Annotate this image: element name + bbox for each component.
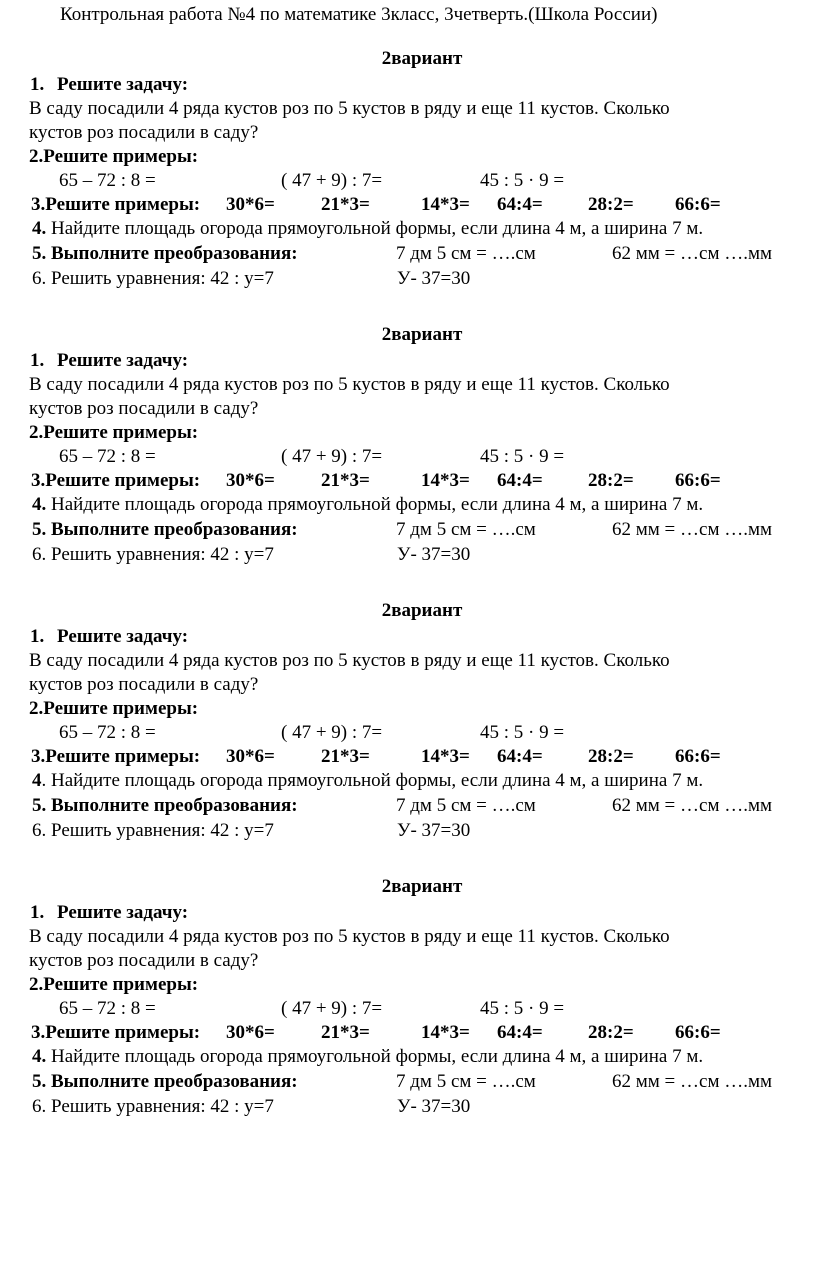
task-number: 4. [32, 494, 47, 515]
example: 64:4= [497, 746, 543, 767]
variant-heading: 2вариант [381, 876, 463, 897]
task-1-text-line: В саду посадили 4 ряда кустов роз по 5 кустов в ряду и еще 11 кустов. Сколько [29, 98, 670, 119]
example: 66:6= [675, 194, 721, 215]
task-2-heading: 2.Решите примеры: [29, 146, 199, 167]
task-1-text-line: В саду посадили 4 ряда кустов роз по 5 кустов в ряду и еще 11 кустов. Сколько [29, 926, 670, 947]
task-6-text: 6. Решить уравнения: 42 : у=7 [32, 268, 274, 289]
task-2-heading: 2.Решите примеры: [29, 422, 199, 443]
example: 45 : 5 · 9 = [480, 446, 565, 467]
task-1-heading [30, 349, 188, 373]
example: 65 – 72 : 8 = [59, 446, 156, 467]
example: 30*6= [226, 194, 275, 215]
task-text: . Найдите площадь огорода прямоугольной формы, если длина 4 м, а ширина 7 м. [41, 770, 704, 791]
example: 66:6= [675, 1022, 721, 1043]
task-6-text: 6. Решить уравнения: 42 : у=7 [32, 1096, 274, 1117]
example: 45 : 5 · 9 = [480, 722, 565, 743]
task-5-heading: 5. Выполните преобразования: [32, 1071, 298, 1092]
task-6-text: 6. Решить уравнения: 42 : у=7 [32, 544, 274, 565]
task-2-heading: 2.Решите примеры: [29, 974, 199, 995]
example: 45 : 5 · 9 = [480, 998, 565, 1019]
example: 66:6= [675, 470, 721, 491]
task-1-heading [30, 901, 188, 925]
task-1-heading [30, 73, 188, 97]
example: 65 – 72 : 8 = [59, 170, 156, 191]
example: 7 дм 5 см = ….см [396, 243, 536, 264]
example: 64:4= [497, 470, 543, 491]
task-5-heading: 5. Выполните преобразования: [32, 243, 298, 264]
task-number: 1. [30, 902, 45, 923]
variant-heading: 2вариант [381, 600, 463, 621]
example: 14*3= [421, 1022, 470, 1043]
task-number: 1. [30, 74, 45, 95]
example: 28:2= [588, 194, 634, 215]
task-1-text-line: В саду посадили 4 ряда кустов роз по 5 кустов в ряду и еще 11 кустов. Сколько [29, 650, 670, 671]
example: 21*3= [321, 1022, 370, 1043]
page-title: Контрольная работа №4 по математике 3класс, 3четверть.(Школа России) [60, 4, 658, 25]
task-label: Решите задачу: [57, 74, 189, 95]
task-5-heading: 5. Выполните преобразования: [32, 795, 298, 816]
variant-heading: 2вариант [381, 324, 463, 345]
example: 14*3= [421, 194, 470, 215]
example: 62 мм = …см ….мм [612, 243, 773, 264]
task-3-heading: 3.Решите примеры: [31, 746, 201, 767]
example: ( 47 + 9) : 7= [281, 998, 383, 1019]
example: У- 37=30 [397, 820, 471, 841]
task-5-heading: 5. Выполните преобразования: [32, 519, 298, 540]
variant-heading: 2вариант [381, 48, 463, 69]
task-3-heading: 3.Решите примеры: [31, 194, 201, 215]
example: 62 мм = …см ….мм [612, 795, 773, 816]
example: 62 мм = …см ….мм [612, 519, 773, 540]
task-1-heading [30, 625, 188, 649]
example: ( 47 + 9) : 7= [281, 170, 383, 191]
task-text: Найдите площадь огорода прямоугольной формы, если длина 4 м, а ширина 7 м. [46, 218, 704, 239]
example: 21*3= [321, 746, 370, 767]
task-1-text-line: В саду посадили 4 ряда кустов роз по 5 кустов в ряду и еще 11 кустов. Сколько [29, 374, 670, 395]
task-1-text-line: кустов роз посадили в саду? [29, 122, 259, 143]
example: У- 37=30 [397, 544, 471, 565]
example: 45 : 5 · 9 = [480, 170, 565, 191]
example: 7 дм 5 см = ….см [396, 795, 536, 816]
task-3-heading: 3.Решите примеры: [31, 1022, 201, 1043]
example: 7 дм 5 см = ….см [396, 1071, 536, 1092]
task-3-heading: 3.Решите примеры: [31, 470, 201, 491]
task-number: 1. [30, 350, 45, 371]
task-number: 1. [30, 626, 45, 647]
example: 28:2= [588, 746, 634, 767]
task-4-text [32, 1045, 703, 1069]
task-number: 4. [32, 218, 47, 239]
task-4-text [32, 493, 703, 517]
task-text: Найдите площадь огорода прямоугольной формы, если длина 4 м, а ширина 7 м. [46, 1046, 704, 1067]
example: 65 – 72 : 8 = [59, 998, 156, 1019]
example: 30*6= [226, 470, 275, 491]
example: 7 дм 5 см = ….см [396, 519, 536, 540]
example: ( 47 + 9) : 7= [281, 446, 383, 467]
example: У- 37=30 [397, 1096, 471, 1117]
variant-section [0, 599, 816, 849]
example: 28:2= [588, 1022, 634, 1043]
example: 64:4= [497, 1022, 543, 1043]
variant-section [0, 875, 816, 1125]
variant-section [0, 47, 816, 297]
variant-section [0, 323, 816, 573]
example: 66:6= [675, 746, 721, 767]
example: 65 – 72 : 8 = [59, 722, 156, 743]
task-text: Найдите площадь огорода прямоугольной формы, если длина 4 м, а ширина 7 м. [46, 494, 704, 515]
example: 30*6= [226, 1022, 275, 1043]
example: 28:2= [588, 470, 634, 491]
example: 14*3= [421, 470, 470, 491]
example: У- 37=30 [397, 268, 471, 289]
task-label: Решите задачу: [57, 626, 189, 647]
task-1-text-line: кустов роз посадили в саду? [29, 674, 259, 695]
example: 62 мм = …см ….мм [612, 1071, 773, 1092]
example: 64:4= [497, 194, 543, 215]
task-1-text-line: кустов роз посадили в саду? [29, 398, 259, 419]
task-2-heading: 2.Решите примеры: [29, 698, 199, 719]
example: 30*6= [226, 746, 275, 767]
task-1-text-line: кустов роз посадили в саду? [29, 950, 259, 971]
task-number: 4 [32, 770, 42, 791]
example: 21*3= [321, 194, 370, 215]
task-label: Решите задачу: [57, 350, 189, 371]
example: 21*3= [321, 470, 370, 491]
task-4-text [32, 769, 703, 793]
task-label: Решите задачу: [57, 902, 189, 923]
task-4-text [32, 217, 703, 241]
example: ( 47 + 9) : 7= [281, 722, 383, 743]
example: 14*3= [421, 746, 470, 767]
task-number: 4. [32, 1046, 47, 1067]
task-6-text: 6. Решить уравнения: 42 : у=7 [32, 820, 274, 841]
